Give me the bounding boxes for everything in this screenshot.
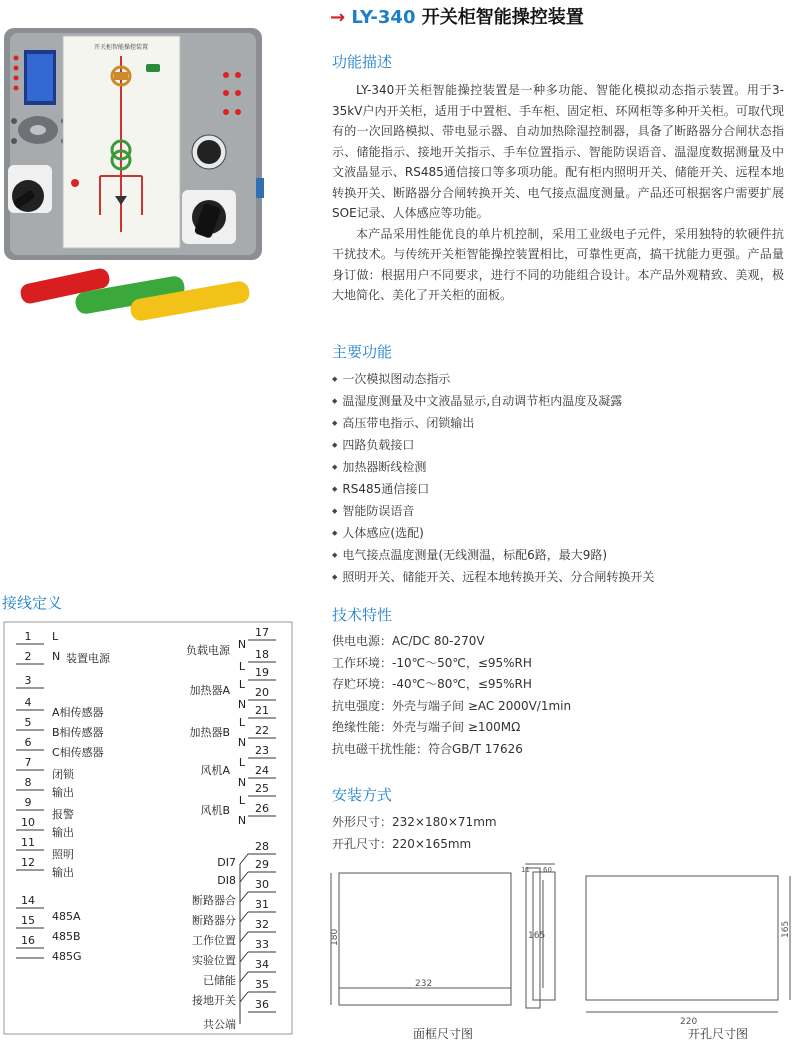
terminal-number: 29 xyxy=(255,858,269,871)
terminal-polarity: L xyxy=(238,660,246,673)
terminal-label: 加热器A xyxy=(189,684,230,697)
switch-contact xyxy=(240,972,248,982)
terminal-number: 21 xyxy=(255,704,269,717)
terminal-label: B相传感器 xyxy=(52,726,104,739)
feature-item: ◆ 照明开关、储能开关、远程本地转换开关、分合闸转换开关 xyxy=(332,566,792,588)
terminal-number: 20 xyxy=(255,686,269,699)
terminal-polarity: N xyxy=(237,814,247,827)
spec-item: 抗电磁干扰性能：符合GB/T 17626 xyxy=(332,741,523,756)
terminal-number: 9 xyxy=(24,796,32,809)
cutout-size: 开孔尺寸：220×165mm xyxy=(332,837,472,851)
terminal-number: 2 xyxy=(24,650,32,663)
terminal-number: 7 xyxy=(24,756,32,769)
feature-item: ◆ 四路负载接口 xyxy=(332,434,792,456)
terminal-number: 11 xyxy=(21,836,35,849)
terminal-label: 输出 xyxy=(52,866,74,879)
terminal-polarity: L xyxy=(52,630,59,643)
feature-item: ◆ RS485通信接口 xyxy=(332,478,792,500)
terminal-number: 32 xyxy=(255,918,269,931)
description-body xyxy=(332,80,784,306)
description-heading: 功能描述 xyxy=(332,53,393,71)
frame-d1: 11 xyxy=(521,866,530,874)
terminal-label: 485G xyxy=(52,950,82,963)
product-photo xyxy=(0,0,300,340)
title-name: 开关柜智能操控装置 xyxy=(421,7,584,28)
terminal-label: 闭锁 xyxy=(52,768,74,781)
terminal-label: 已储能 xyxy=(203,974,236,987)
page-title xyxy=(330,3,584,29)
specs-heading: 技术特性 xyxy=(332,606,393,624)
terminal-label: 接地开关 xyxy=(192,994,236,1007)
features-heading: 主要功能 xyxy=(332,343,393,361)
panel-label: 开关柜智能操控装置 xyxy=(93,44,149,51)
spec-item: 抗电强度：外壳与端子间 ≥AC 2000V/1min xyxy=(332,698,572,713)
terminal-label: 断路器合 xyxy=(192,894,236,907)
terminal-label: 485B xyxy=(52,930,81,943)
terminal-label: 报警 xyxy=(52,808,74,821)
terminal-number: 10 xyxy=(21,816,35,829)
terminal-number: 12 xyxy=(21,856,35,869)
outer-size: 外形尺寸：232×180×71mm xyxy=(332,815,497,829)
terminal-label: 共公端 xyxy=(203,1018,236,1031)
terminal-number: 23 xyxy=(255,744,269,757)
feature-item: ◆ 温湿度测量及中文液晶显示,自动调节柜内温度及凝露 xyxy=(332,390,792,412)
terminal-polarity: N xyxy=(237,776,247,789)
title-arrow: → xyxy=(330,7,346,28)
terminal-number: 25 xyxy=(255,782,269,795)
wiring-heading: 接线定义 xyxy=(2,594,63,612)
terminal-label: 照明 xyxy=(52,848,74,861)
terminal-number: 17 xyxy=(255,626,269,639)
terminal-label: 负载电源 xyxy=(186,644,230,657)
terminal-number: 1 xyxy=(24,630,32,643)
terminal-polarity: L xyxy=(238,756,246,769)
switch-contact xyxy=(240,912,248,922)
terminal-polarity: L xyxy=(238,716,246,729)
terminal-label: A相传感器 xyxy=(52,706,104,719)
terminal-number: 22 xyxy=(255,724,269,737)
switch-contact xyxy=(240,854,248,864)
feature-item: ◆ 加热器断线检测 xyxy=(332,456,792,478)
feature-item: ◆ 人体感应(选配) xyxy=(332,522,792,544)
specs-list xyxy=(332,631,571,760)
terminal-label: 实验位置 xyxy=(192,954,236,967)
side-connector xyxy=(256,178,264,198)
hole-h: 165 xyxy=(781,920,791,938)
terminal-number: 6 xyxy=(24,736,32,749)
terminal-number: 24 xyxy=(255,764,269,777)
feature-item: ◆ 高压带电指示、闭锁输出 xyxy=(332,412,792,434)
terminal-number: 16 xyxy=(21,934,35,947)
description-paragraph-1: LY-340开关柜智能操控装置是一种多功能、智能化模拟动态指示装置。用于3-35kV户内开关柜，适用于中置柜、手车柜、固定柜、环网柜等多种开关柜。可取代现有的一次回路模拟、带电显示器、自动加热除湿控制器，具备了断路器分合闸状态指示、储能指示、接地开关指示、手车位置指示、智能防误语音、温湿度数据测量及中文液晶显示、RS485通信接口等多项功能。配有柜内照明开关、储能开关、远程本地转换开关、断路器分合闸转换开关、电气接点温度测量。产品还可根据客户需要扩展SOE记录、人体感应等功能。 xyxy=(332,83,784,220)
terminal-polarity: N xyxy=(52,650,61,663)
feature-item: ◆ 智能防误语音 xyxy=(332,500,792,522)
frame-w: 232 xyxy=(415,979,433,989)
terminal-label: 断路器分 xyxy=(192,914,236,927)
hole-caption: 开孔尺寸图 xyxy=(687,1027,749,1040)
switch-contact xyxy=(240,952,248,962)
install-heading: 安装方式 xyxy=(332,786,393,804)
terminal-number: 35 xyxy=(255,978,269,991)
terminal-number: 28 xyxy=(255,840,269,853)
frame-d3: 165 xyxy=(528,931,546,941)
spec-item: 工作环境：-10℃～50℃，≤95%RH xyxy=(332,655,532,670)
terminal-polarity: L xyxy=(238,794,246,807)
hole-w: 220 xyxy=(680,1017,698,1027)
switch-contact xyxy=(240,892,248,902)
terminal-number: 5 xyxy=(24,716,32,729)
terminal-number: 8 xyxy=(24,776,32,789)
terminal-number: 3 xyxy=(24,674,32,687)
frame-caption: 面框尺寸图 xyxy=(412,1027,474,1040)
feature-item: ◆ 电气接点温度测量(无线测温，标配6路，最大9路) xyxy=(332,544,792,566)
terminal-label: 工作位置 xyxy=(192,934,236,947)
terminal-number: 4 xyxy=(24,696,32,709)
terminal-number: 33 xyxy=(255,938,269,951)
terminal-label: 风机B xyxy=(200,804,230,817)
terminal-polarity: N xyxy=(237,736,247,749)
spec-item: 存贮环境：-40℃～80℃，≤95%RH xyxy=(332,677,532,691)
terminal-label: DI8 xyxy=(217,874,236,887)
terminal-number: 31 xyxy=(255,898,269,911)
terminal-number: 14 xyxy=(21,894,35,907)
terminal-polarity: L xyxy=(238,678,246,691)
terminal-polarity: N xyxy=(237,698,247,711)
terminal-label: 输出 xyxy=(52,786,74,799)
feature-item: ◆ 一次模拟图动态指示 xyxy=(332,368,792,390)
terminal-label: 风机A xyxy=(200,764,230,777)
frame-h: 180 xyxy=(330,928,340,946)
terminal-label: 加热器B xyxy=(189,726,230,739)
frame-dimension-drawing xyxy=(325,860,560,1040)
install-dims xyxy=(332,811,497,855)
terminal-label: 485A xyxy=(52,910,81,923)
terminal-number: 36 xyxy=(255,998,269,1011)
terminal-number: 19 xyxy=(255,666,269,679)
terminal-label: 输出 xyxy=(52,826,74,839)
spec-item: 供电电源：AC/DC 80-270V xyxy=(332,634,485,648)
terminal-label: C相传感器 xyxy=(52,746,104,759)
terminal-number: 34 xyxy=(255,958,269,971)
switch-contact xyxy=(240,932,248,942)
wiring-diagram xyxy=(0,618,300,1038)
terminal-label: 装置电源 xyxy=(66,652,110,665)
switch-contact xyxy=(240,992,248,1002)
switch-contact xyxy=(240,872,248,882)
terminal-polarity: N xyxy=(237,638,247,651)
spec-item: 绝缘性能：外壳与端子间 ≥100MΩ xyxy=(332,720,521,734)
description-paragraph-2: 本产品采用性能优良的单片机控制，采用工业级电子元件，采用独特的软硬件抗干扰技术。与传统开关柜智能操控装置相比，可靠性更高，搞干扰能力更强。产品量身订做：根据用户不同要求，进行不同的功能组合设计。本产品外观精致、美观，极大地简化、美化了开关柜的面板。 xyxy=(332,226,784,302)
terminal-number: 26 xyxy=(255,802,269,815)
frame-d2: 60 xyxy=(543,866,552,874)
terminal-number: 18 xyxy=(255,648,269,661)
terminal-number: 15 xyxy=(21,914,35,927)
terminal-number: 30 xyxy=(255,878,269,891)
cutout-dimension-drawing xyxy=(580,860,800,1040)
terminal-label: DI7 xyxy=(217,856,236,869)
title-model: LY-340 xyxy=(351,7,416,28)
features-list xyxy=(332,368,792,588)
